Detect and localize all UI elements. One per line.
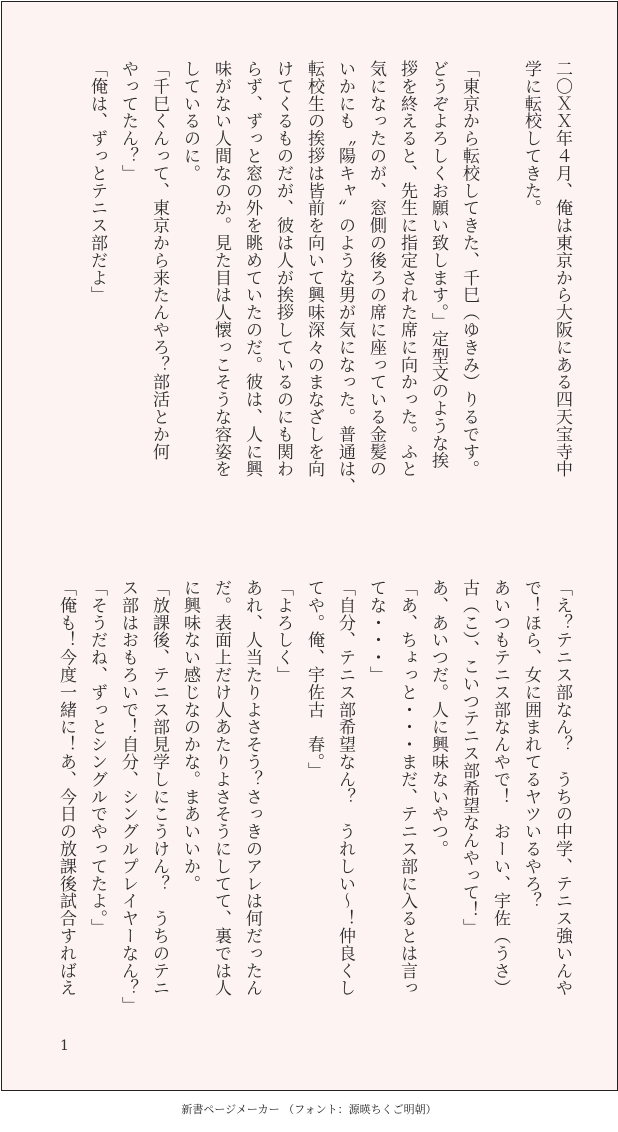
text-line: らず、ずっと窓の外を眺めていたのだ。彼は、人に興 [242, 60, 262, 478]
text-line: ス部はおもろいで！自分、シングルプレイヤーなん？」 [118, 579, 138, 1014]
text-line: に興味ない感じなのかな。まあいいか。 [180, 579, 200, 893]
lower-text-block [50, 579, 577, 1014]
text-line: 気になったのが、窓側の後ろの席に座っている金髪の [366, 60, 386, 478]
text-line: あ、あいつだ。人に興味ないやつ。 [428, 579, 448, 858]
text-line: 転校生の挨拶は皆前を向いて興味深々のまなざしを向 [304, 60, 324, 478]
page-number: 1 [60, 1038, 69, 1054]
text-line: あれ、人当たりよさそう？さっきのアレは何だったん [242, 579, 262, 997]
text-line: けてくるものだが、彼は人が挨拶しているのにも関わ [273, 60, 293, 478]
text-line: 学に転校してきた。 [521, 60, 541, 217]
text-line: 「放課後、テニス部見学しにこうけん？ うちのテニ [149, 579, 169, 997]
footer-credit: 新書ページメーカー （フォント：源暎ちくご明朝） [181, 1103, 437, 1116]
text-line: 「え？テニス部なん？ うちの中学、テニス強いんや [552, 579, 572, 997]
manuscript-page [1, 1, 618, 1091]
text-line: やってたん？」 [118, 60, 138, 182]
text-line: 二〇ＸＸ年４月、俺は東京から大阪にある四天宝寺中 [552, 60, 572, 478]
text-line: あいつもテニス部なんやで！ おーい、宇佐（うさ） [490, 579, 510, 997]
text-line: 「あ、ちょっと・・・まだ、テニス部に入るとは言っ [397, 579, 417, 997]
upper-text-block [81, 60, 577, 530]
text-line: 味がない人間なのか。見た目は人懐っこそうな容姿を [211, 60, 231, 478]
text-line: てな・・・」 [366, 579, 386, 684]
text-line: てや。俺、宇佐古 春。」 [304, 579, 324, 780]
text-line: で！ほら、女に囲まれてるヤツいるやろ？ [521, 579, 541, 910]
text-line [484, 60, 515, 530]
text-line: 「千巳くんって、東京から来たんやろ？部活とか何 [149, 60, 169, 461]
text-line: だ。表面上だけ人あたりよさそうにしてて、裏では人 [211, 579, 231, 997]
text-line: 「俺は、ずっとテニス部だよ」 [87, 60, 107, 304]
text-line: 「よろしく」 [273, 579, 293, 684]
text-line: 拶を終えると、先生に指定された席に向かった。ふと [397, 60, 417, 478]
text-line: いかにも〝陽キャ〟のような男が気になった。普通は、 [335, 60, 355, 495]
text-line: 「自分、テニス部希望なん？ うれしい～！仲良くし [335, 579, 355, 997]
text-line: 「俺も！今度一緒に！あ、今日の放課後試合すればえ [56, 579, 76, 997]
text-line: 「そうだね、ずっとシングルでやってたよ。」 [87, 579, 107, 936]
text-line: しているのに。 [180, 60, 200, 182]
text-line: どうぞよろしくお願い致します。」定型文のような挨 [428, 60, 448, 470]
text-line: 「東京から転校してきた、千巳（ゆきみ）りるです。 [459, 60, 479, 478]
text-line: 古（こ）、こいつテニス部希望なんやって！」 [459, 579, 479, 936]
